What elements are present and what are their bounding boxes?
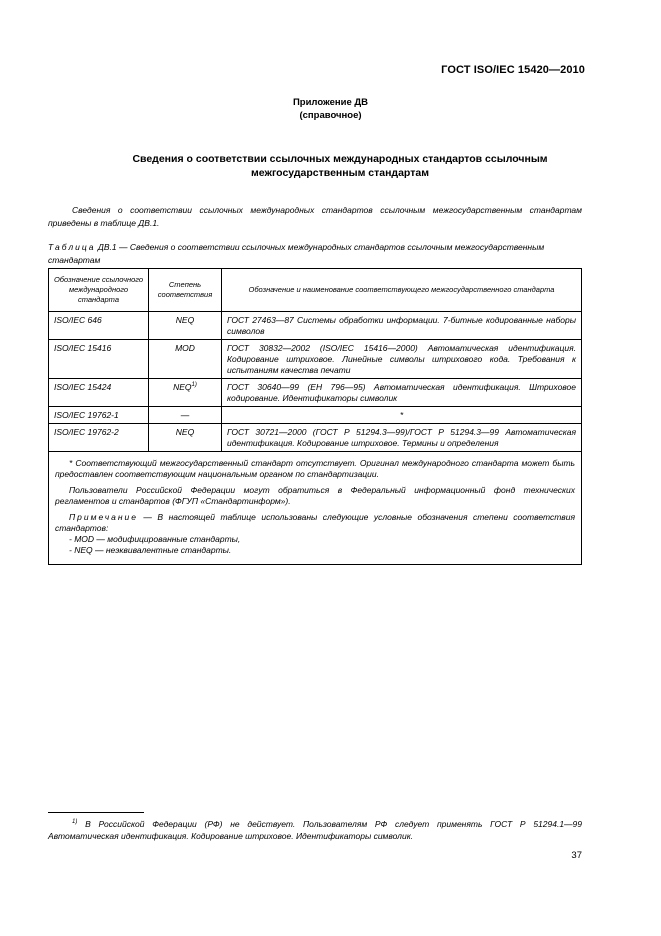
cell-degree: MOD <box>149 340 222 379</box>
table-row <box>49 312 582 340</box>
table-row <box>49 424 582 452</box>
cell-standard: ISO/IEC 646 <box>49 312 149 340</box>
correspondence-table <box>48 268 582 565</box>
table-notes <box>49 452 582 565</box>
cell-gost: * <box>222 407 582 424</box>
cell-standard: ISO/IEC 15424 <box>49 379 149 407</box>
note-text: — В настоящей таблице использованы следующие условные обозначения степени соответствия стандартов: <box>55 512 575 533</box>
table-row <box>49 340 582 379</box>
header-degree: Степень соответствия <box>149 269 222 312</box>
cell-gost: ГОСТ 30832—2002 (ISO/IEC 15416—2000) Автоматическая идентификация. Кодирование штриховое. Линейные символы штрихового кода. Требования к испытаниям качества печати <box>222 340 582 379</box>
note-missing-standard: * Соответствующий межгосударственный стандарт отсутствует. Оригинал международного стандарта может быть предоставлен соответствующим национальным органом по стандартизации. <box>55 458 575 479</box>
note-item-neq: - NEQ — неэквивалентные стандарты. <box>69 545 232 555</box>
caption-prefix: Таблица <box>48 242 96 252</box>
note-users: Пользователи Российской Федерации могут обратиться в Федеральный информационный фонд технических регламентов и стандартов (ФГУП «Стандартинформ»). <box>55 485 575 506</box>
cell-standard: ISO/IEC 19762-2 <box>49 424 149 452</box>
footnote-ref: 1) <box>191 382 197 389</box>
table-notes-row <box>49 452 582 565</box>
footnote-text: В Российской Федерации (РФ) не действует. Пользователям РФ следует применять ГОСТ Р 51294.1—99 Автоматическая идентификация. Кодирование штриховое. Идентификаторы символик. <box>48 819 582 841</box>
cell-degree <box>149 379 222 407</box>
note-prefix: Примечание <box>69 512 138 522</box>
caption-text: ДВ.1 — Сведения о соответствии ссылочных международных стандартов ссылочным межгосударственным стандартам <box>48 242 545 265</box>
cell-degree: NEQ <box>149 424 222 452</box>
footnote-marker: 1) <box>72 819 78 826</box>
table-header-row <box>49 269 582 312</box>
title-line-2: межгосударственным стандартам <box>251 167 429 179</box>
title-line-1: Сведения о соответствии ссылочных международных стандартов ссылочным <box>132 153 548 165</box>
cell-degree: — <box>149 407 222 424</box>
appendix-type: (справочное) <box>299 110 362 121</box>
appendix-label: Приложение ДВ <box>292 97 369 108</box>
intro-paragraph: Сведения о соответствии ссылочных международных стандартов ссылочным межгосударственным стандартам приведены в таблице ДВ.1. <box>48 205 582 228</box>
cell-gost: ГОСТ 30721—2000 (ГОСТ Р 51294.3—99)/ГОСТ Р 51294.3—99 Автоматическая идентификация. Кодирование штриховое. Термины и определения <box>222 424 582 452</box>
page-number: 37 <box>571 850 582 861</box>
table-row <box>49 379 582 407</box>
cell-standard: ISO/IEC 19762-1 <box>49 407 149 424</box>
footnote-divider <box>48 812 144 813</box>
header-interstate-standard: Обозначение и наименование соответствующего межгосударственного стандарта <box>222 269 582 312</box>
document-code: ГОСТ ISO/IEC 15420—2010 <box>441 64 585 76</box>
cell-gost: ГОСТ 27463—87 Системы обработки информации. 7-битные кодированные наборы символов <box>222 312 582 340</box>
cell-gost: ГОСТ 30640—99 (ЕН 796—95) Автоматическая идентификация. Штриховое кодирование. Идентификаторы символик <box>222 379 582 407</box>
note-legend <box>55 512 575 534</box>
degree-value: NEQ <box>173 382 192 392</box>
cell-standard: ISO/IEC 15416 <box>49 340 149 379</box>
note-item-mod: - MOD — модифицированные стандарты, <box>69 534 241 544</box>
cell-degree: NEQ <box>149 312 222 340</box>
section-title <box>60 152 620 180</box>
appendix-heading <box>0 96 661 122</box>
table-caption <box>48 241 582 267</box>
table-row <box>49 407 582 424</box>
header-reference-standard: Обозначение ссылочного международного стандарта <box>49 269 149 312</box>
footnote <box>48 818 582 842</box>
